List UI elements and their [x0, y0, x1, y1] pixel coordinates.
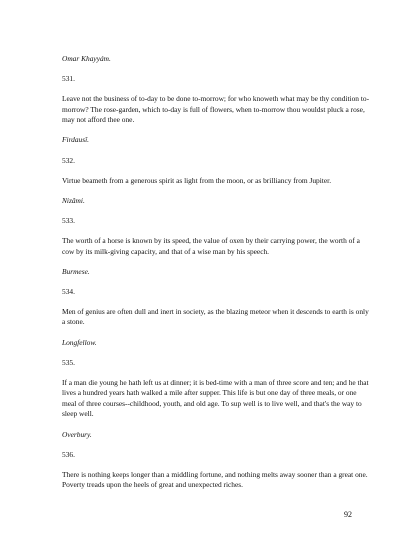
page-number: 92	[344, 510, 352, 519]
attribution: Overbury.	[62, 429, 92, 439]
entry-number: 536.	[62, 449, 75, 459]
entry-number: 535.	[62, 357, 75, 367]
entry-text: If a man die young he hath left us at dinner; it is bed-time with a man of three score and ten; and he that lives a hundred years hath walked a mile after supper. This life is but one day of three meals, or one meal of three courses--childhood, youth, and old age. To sup well is to live well, and that's the way to sleep well.	[62, 377, 369, 419]
entry-number: 531.	[62, 74, 75, 84]
attribution: Longfellow.	[62, 337, 97, 347]
entry-text: There is nothing keeps longer than a middling fortune, and nothing melts away sooner than a great one. Poverty treads upon the heels of great and unexpected riches.	[62, 469, 368, 490]
entry-number: 534.	[62, 286, 75, 296]
attribution: Omar Khayyám.	[62, 54, 111, 63]
attribution: Burmese.	[62, 266, 90, 276]
attribution: Firdausî.	[62, 135, 90, 145]
entry-text: Men of genius are often dull and inert in society, as the blazing meteor when it descends to earth is only a stone.	[62, 306, 369, 327]
entry-number: 533.	[62, 215, 75, 225]
entry-number: 532.	[62, 155, 75, 165]
page-content	[62, 54, 372, 500]
entry-text: Virtue beameth from a generous spirit as light from the moon, or as brilliancy from Jupiter.	[62, 175, 332, 185]
attribution: Nizâmi.	[62, 195, 85, 205]
entry-text: Leave not the business of to-day to be done to-morrow; for who knoweth what may be thy condition to-morrow? The rose-garden, which to-day is full of flowers, when to-morrow thou wouldst pluck a rose, may not afford thee one.	[62, 94, 370, 125]
entry-text: The worth of a horse is known by its speed, the value of oxen by their carrying power, the worth of a cow by its milk-giving capacity, and that of a wise man by his speech.	[62, 235, 360, 256]
